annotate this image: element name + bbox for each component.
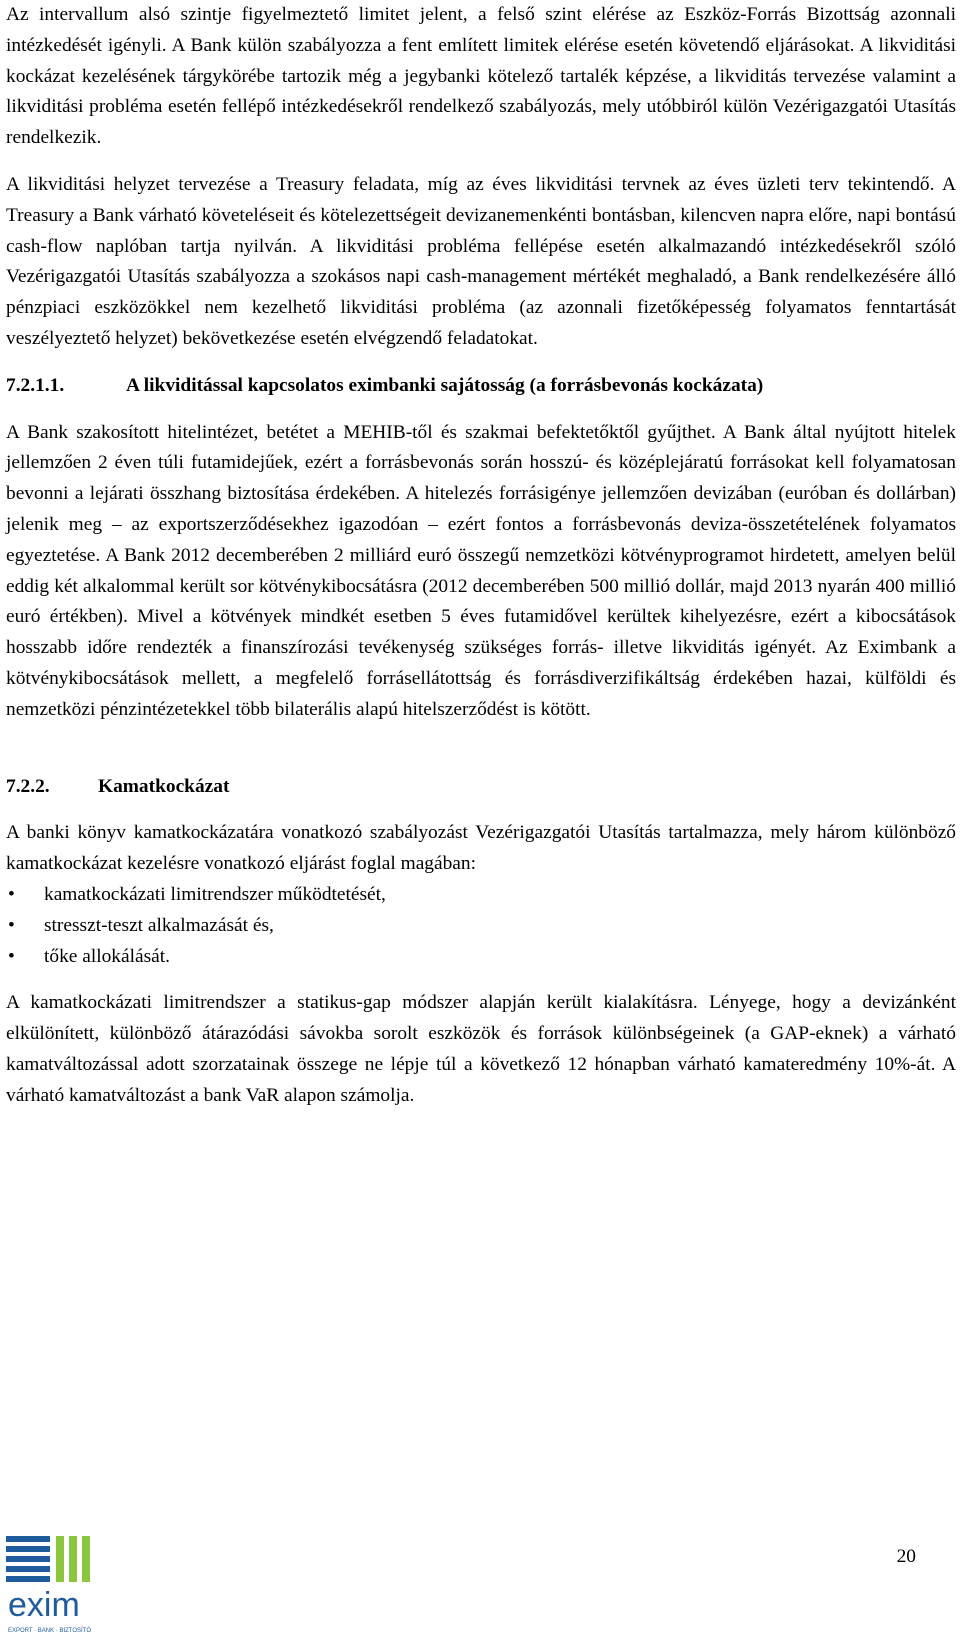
- paragraph-liquidity-limits: Az intervallum alsó szintje figyelmeztető limitet jelent, a felső szint elérése az Eszköz-Forrás Bizottság azonnali intézkedését igényli. A Bank külön szabályozza a fent említett limitek elérése esetén követendő eljárásokat. A likviditási kockázat kezelésének tárgykörébe tartozik még a jegybanki kötelező tartalék képzése, a likviditás tervezése valamint a likviditási probléma esetén fellépő intézkedésekről rendelkező szabályozás, mely utóbbiról külön Vezérigazgatói Utasítás rendelkezik.: [6, 4, 956, 149]
- document-page: [6, 0, 956, 1112]
- list-item-text: tőke allokálását.: [44, 945, 170, 967]
- exim-logo-icon: [6, 1534, 96, 1638]
- section-number: 7.2.1.1.: [6, 374, 65, 396]
- section-heading-7-2-2: [6, 772, 956, 803]
- bullet-list: [6, 880, 956, 972]
- list-item-text: stresszt-teszt alkalmazását és,: [44, 914, 274, 936]
- paragraph-funding-risk: A Bank szakosított hitelintézet, betétet a MEHIB-től és szakmai befektetőktől gyűjthet. A Bank által nyújtott hitelek jellemzően 2 éven túli futamidejűek, ezért a forrásbevonás során hosszú- és középlejáratú forrásokat kell folyamatosan bevonni a lejárati összhang biztosítása érdekében. A hitelezés forrásigénye jellemzően devizában (euróban és dollárban) jelenik meg – az exportszerződésekhez igazodóan – ezért fontos a forrásbevonás deviza-összetételének folyamatos egyeztetése. A Bank 2012 decemberében 2 milliárd euró összegű nemzetközi kötvényprogramot hirdetett, amelyen belül eddig két alkalommal került sor kötvénykibocsátásra (2012 decemberében 500 millió dollár, majd 2013 nyarán 400 millió euró értékben). Mivel a kötvények mindkét esetben 5 éves futamidővel kerültek kihelyezésre, ezért a kibocsátások hosszabb időre rendezték a finanszírozási tevékenység szükséges forrás- illetve likviditás igényét. Az Eximbank a kötvénykibocsátások mellett, a megfelelő forrásellátottság és forrásdiverzifikáltság érdekében hazai, külföldi és nemzetközi pénzintézetekkel több bilaterális alapú hitelszerződést is kötött.: [6, 421, 956, 720]
- list-item: [6, 911, 956, 942]
- section-title: Kamatkockázat: [98, 775, 230, 797]
- paragraph-liquidity-planning: A likviditási helyzet tervezése a Treasury feladata, míg az éves likviditási tervnek az éves üzleti terv tekintendő. A Treasury a Bank várható követeléseit és kötelezettségeit devizanemenkénti bontásban, kilencven napra előre, napi bontású cash-flow naplóban tartja nyilván. A likviditási probléma fellépése esetén alkalmazandó intézkedésekről szóló Vezérigazgatói Utasítás szabályozza a szokásos napi cash-management mértékét meghaladó, a Bank rendelkezésére álló pénzpiaci eszközökkel nem kezelhető likviditási probléma (az azonnali fizetőképesség folyamatos fenntartását veszélyeztető helyzet) bekövetkezése esetén elvégzendő feladatokat.: [6, 173, 956, 349]
- list-item: [6, 942, 956, 973]
- section-title: A likviditással kapcsolatos eximbanki sajátosság (a forrásbevonás kockázata): [126, 374, 764, 396]
- paragraph-gap-method: A kamatkockázati limitrendszer a statikus-gap módszer alapján került kialakításra. Lényege, hogy a devizánként elkülönített, különböző átárazódási sávokba sorolt eszközök és források különbségeinek (a GAP-eknek) a várható kamatváltozással adott szorzatainak összege ne lépje túl a következő 12 hónapban várható kamateredmény 10%-át. A várható kamatváltozást a bank VaR alapon számolja.: [6, 992, 956, 1106]
- svg-text:EXPORT · BANK · BIZTOSÍTÓ: EXPORT · BANK · BIZTOSÍTÓ: [8, 1628, 92, 1634]
- paragraph-interest-rate-regulation: A banki könyv kamatkockázatára vonatkozó szabályozást Vezérigazgatói Utasítás tartalmazza, mely három különböző kamatkockázat kezelésre vonatkozó eljárást foglal magában:: [6, 822, 956, 875]
- page-number: 20: [896, 1546, 916, 1567]
- exim-logo: [6, 1534, 96, 1638]
- list-item: [6, 880, 956, 911]
- bullet-marker: •: [8, 945, 15, 967]
- section-number: 7.2.2.: [6, 775, 50, 797]
- list-item-text: kamatkockázati limitrendszer működtetését,: [44, 883, 386, 905]
- bullet-marker: •: [8, 883, 15, 905]
- section-heading-7-2-1-1: [6, 371, 956, 402]
- bullet-marker: •: [8, 914, 15, 936]
- svg-text:exim: exim: [8, 1586, 80, 1624]
